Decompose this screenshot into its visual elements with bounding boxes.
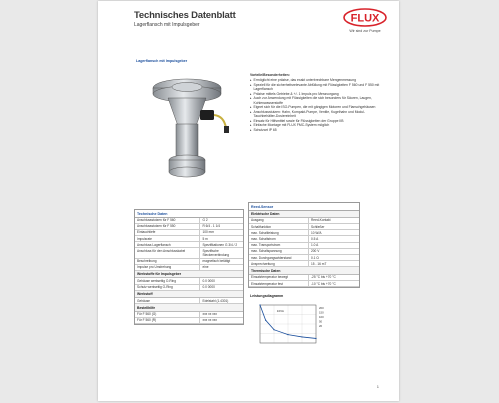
- row-key: Ausgang: [249, 218, 309, 223]
- legend-value: 20: [319, 324, 323, 328]
- legend-value: 200: [319, 306, 324, 310]
- page-number: 1: [376, 384, 379, 389]
- table-row: [135, 318, 243, 324]
- logo-text: FLUX: [350, 12, 380, 25]
- row-value: 200 V: [311, 249, 320, 254]
- row-key: Ansprechzeitung: [249, 261, 309, 266]
- row-key: Eintauchtiefe: [135, 230, 200, 235]
- product-image: [142, 68, 237, 186]
- row-value: eine: [202, 265, 209, 270]
- material-heading: Werkstoffe für Impulsgeber: [135, 271, 243, 278]
- data-point: [265, 320, 266, 321]
- thermal-heading: Thermische Daten: [249, 267, 359, 274]
- row-value: 100 mm: [202, 230, 214, 235]
- row-key: Anschluss Lagerflansch: [135, 242, 200, 247]
- row-value: 1.0 A: [311, 243, 319, 248]
- reed-sensor-heading: Reed-Sensor: [249, 203, 359, 211]
- row-key: Schutz werkseitig O-Ring: [135, 285, 200, 290]
- row-value: 0.1 Ω: [311, 255, 319, 260]
- technical-data-box: [134, 209, 244, 325]
- data-point: [315, 338, 316, 339]
- feature-item: ▸ Präzise mittels Getriebe & +/- 1 Impuls pro Messvorgang: [250, 92, 385, 97]
- features-list: [250, 73, 385, 132]
- row-key: Schaltfunktion: [249, 224, 309, 229]
- row-value: 0.0 0000: [202, 285, 215, 290]
- feature-item: ▸ Ermöglicht eine präzise, das exakt unterbrechbare Mengenmessung: [250, 78, 385, 83]
- page-subtitle: Lagerflansch mit Impulsgeber: [134, 22, 200, 28]
- row-key: Gehäuse werkseitig O-Ring: [135, 278, 200, 283]
- feature-item: ▸ Einsatz für Hilfsmittel sowie für Flüssigkeiten der Gruppe IIB: [250, 119, 385, 124]
- row-key: Anschluss für den Anschlusskabel: [135, 248, 200, 257]
- legend-value: 50: [319, 319, 323, 324]
- page-title: Technisches Datenblatt: [134, 10, 236, 21]
- row-value: xxx xx xxx: [202, 312, 217, 317]
- row-key: Einsatztemperatur fest: [249, 281, 309, 286]
- feature-item: ▸ Schutzart IP 65: [250, 128, 385, 133]
- feature-item: ▸ Speziell für die sicherheitsrelevante Abfüllung mit Flüssigkeiten F 560 und F 550 mit Lagerflansch: [250, 83, 385, 92]
- feature-item: ▸ Einfache Montage mit FLUX FMC-System möglich: [250, 123, 385, 128]
- feature-item: ▸ Auch zur Anwendung mit Flüssigkeiten die sich besonders für Säuren, Laugen, Kohlenwasserstoffe: [250, 96, 385, 105]
- row-value: -10 °C bis +70 °C: [311, 281, 336, 286]
- chart-annotation: 10VA: [276, 309, 284, 313]
- data-point: [287, 334, 288, 335]
- row-value: magnetisch betätigt: [202, 259, 231, 264]
- row-value: Edelstahl (1.4301): [202, 298, 229, 303]
- row-key: Anschlussstutzen für F 560: [135, 218, 200, 223]
- data-point: [259, 304, 260, 305]
- row-value: Spezifische Steckerverbindung: [202, 249, 230, 258]
- datasheet-page: [98, 1, 399, 401]
- material2-heading: Werkstoff: [135, 291, 243, 298]
- row-value: 5 m: [202, 236, 208, 241]
- chart-caption: Leistungsdiagramm: [250, 294, 284, 298]
- legend-value: 100: [319, 315, 324, 319]
- table-row: [135, 248, 243, 258]
- features-heading: Vorteile/Besonderheiten:: [250, 73, 290, 77]
- row-value: 0.0 0000: [202, 278, 215, 283]
- row-value: xxx xx xxx: [202, 318, 217, 323]
- row-key: max. Schaltleistung: [249, 230, 309, 235]
- row-value: G 2: [202, 218, 208, 223]
- reed-sensor-box: [248, 202, 360, 288]
- table-row: [249, 281, 359, 287]
- feature-item: ▸ Anschlussstutzen: Hahn, Kompakt-Pumpe, Ventile, Kugelhahn und Modul-Tauchbehälter-Dosiereinheit: [250, 110, 385, 119]
- row-value: 10 W/A: [311, 230, 322, 235]
- row-key: max. Schaltstrom: [249, 236, 309, 241]
- row-key: max. Schaltspannung: [249, 249, 309, 254]
- flux-logo: [343, 8, 387, 27]
- electrical-heading: Elektrische Daten: [249, 211, 359, 218]
- row-key: Anschlussstutzen für F 550: [135, 224, 200, 229]
- row-key: Für F 560 (G): [135, 312, 200, 317]
- row-value: Spezifikationen G 3/4 / 2: [202, 242, 238, 247]
- technical-data-heading: Technische Daten: [135, 210, 243, 218]
- product-caption: Lagerflansch mit Impulsgeber: [136, 59, 188, 63]
- row-value: Schließer: [311, 224, 325, 229]
- row-key: max. Transportstrom: [249, 243, 309, 248]
- logo-tagline: Wir sind zur Pumpe: [349, 29, 381, 33]
- row-value: 15 - 16 mT: [311, 261, 327, 266]
- row-key: Einsatztemperatur bewegt: [249, 275, 309, 280]
- row-key: Für F 560 (R): [135, 318, 200, 323]
- row-value: R 6/4 - 1 1/4: [202, 224, 221, 229]
- data-point: [301, 336, 302, 337]
- row-key: Impulse pro Umdrehung: [135, 265, 200, 270]
- data-point: [273, 329, 274, 330]
- performance-chart: [250, 301, 330, 351]
- row-key: Beschreibung: [135, 259, 200, 264]
- order-heading: Bestellhilfe: [135, 304, 243, 311]
- legend-value: 150: [319, 310, 324, 315]
- row-key: max. Durchgangswiderstand: [249, 255, 309, 260]
- row-value: 0.5 A: [311, 237, 319, 242]
- row-key: Impulsrate: [135, 236, 200, 241]
- feature-item: ▸ Eignet sich für die ISO-Pumpen, die mit gängigen Motoren und Flanschgehäusen: [250, 105, 385, 110]
- row-key: Gehäuse: [135, 298, 200, 303]
- row-value: Reed-Kontakt: [311, 218, 331, 223]
- row-value: -25 °C bis +70 °C: [311, 275, 336, 280]
